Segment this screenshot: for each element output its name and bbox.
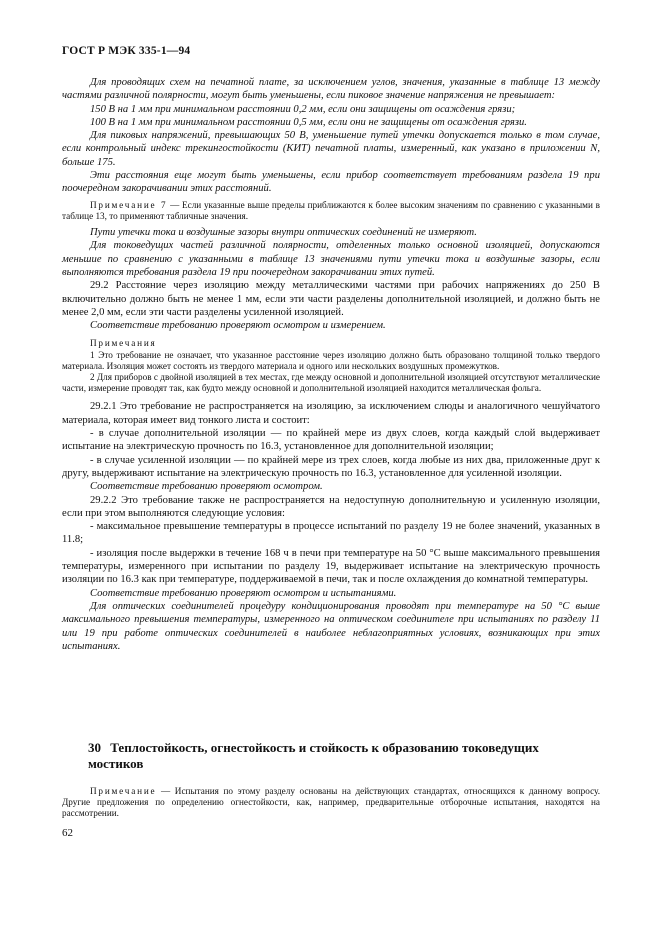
paragraph: - изоляция после выдержки в течение 168 ч в печи при температуре на 50 °С выше максимального превышения температуры, измеренного при испытании по разделу 19, выдерживает испытание на электрическую прочность изоляции по 16.3 как при температуре, поддерживаемой в печи, так и после охлаждения до комнатной температуры.: [62, 547, 600, 586]
section-number: 30: [88, 740, 101, 755]
note-item: 1 Это требование не означает, что указанное расстояние через изоляцию должно быть образовано толщиной только твердого материала. Изоляция может состоять из твердого материала и одного или нескольких воздушных промежутков.: [62, 349, 600, 371]
paragraph: Для оптических соединителей процедуру кондиционирования проводят при температуре на 50 °С выше максимального превышения температуры, измеренного на оптическом соединителе при испытаниях по разделу 11 или 19 при работе оптических соединителей в наиболее неблагоприятных условиях, возникающих при этих испытаниях.: [62, 600, 600, 652]
paragraph: Для токоведущих частей различной полярности, отделенных только основной изоляцией, допускаются меньшие по сравнению с указанными в таблице 13 значениями пути утечки тока и воздушные зазоры, если выполняются требования раздела 19 при поочередном закорачивании этих путей.: [62, 240, 600, 278]
section-note: [62, 786, 600, 820]
paragraph: - в случае дополнительной изоляции — по крайней мере из двух слоев, когда каждый слой выдерживает испытание на электрическую прочность по 16.3, установленное для дополнительной изоляции;: [62, 428, 600, 453]
paragraph: Для пиковых напряжений, превышающих 50 В, уменьшение путей утечки допускается только в том случае, если контрольный индекс трекингостойкости (КИТ) печатной платы, измеренный, как указано в приложении N, больше 175.: [62, 130, 600, 168]
paragraph: 29.2 Расстояние через изоляцию между металлическими частями при рабочих напряжениях до 250 В включительно должно быть не менее 1 мм, если эти части разделены дополнительной изоляцией, и должно быть не менее 2,0 мм, если эти части разделены усиленной изоляцией.: [62, 280, 600, 318]
note-label: Примечание: [90, 786, 157, 796]
paragraph: Соответствие требованию проверяют осмотром и измерением.: [90, 320, 386, 332]
paragraph: Эти расстояния еще могут быть уменьшены, если прибор соответствует требованиям раздела 19 при поочередном закорачивании этих расстояний.: [62, 170, 600, 195]
note-item: 2 Для приборов с двойной изоляцией в тех местах, где между основной и дополнительной изоляцией отсутствуют металлические части, измерение проводят так, как будто между основной и дополнительной изоляцией находится металлическая фольга.: [62, 372, 600, 394]
paragraph: - максимальное превышение температуры в процессе испытаний по разделу 19 не более значений, указанных в 11.8;: [62, 521, 600, 546]
note-label: Примечание 7: [90, 199, 168, 210]
paragraph: 150 В на 1 мм при минимальном расстоянии 0,2 мм, если они защищены от осаждения грязи;: [90, 103, 516, 115]
paragraph: - в случае усиленной изоляции — по крайней мере из трех слоев, когда любые из них два, приложенные друг к другу, выдерживают испытание на электрическую прочность по 16.3, установленное для усиленной изоляции.: [62, 454, 600, 479]
note-text: — Если указанные выше пределы приближаются к более высоким значениям по сравнению с указанными в таблице 13, то применяют табличные значения.: [62, 199, 600, 221]
note-7: [62, 200, 600, 222]
paragraph: Для проводящих схем на печатной плате, за исключением углов, значения, указанные в таблице 13 между частями различной полярности, могут быть уменьшены, если пиковое значение напряжения не превышает:: [62, 77, 600, 102]
section-note-block: [62, 786, 600, 820]
paragraph: 29.2.1 Это требование не распространяется на изоляцию, за исключением слюды и аналогичного чешуйчатого материала, которая имеет вид тонкого листа и состоит:: [62, 401, 600, 426]
paragraph: Пути утечки тока и воздушные зазоры внутри оптических соединений не измеряют.: [90, 227, 477, 239]
paragraph: Соответствие требованию проверяют осмотром.: [90, 481, 323, 493]
note-text: — Испытания по этому разделу основаны на действующих стандартах, относящихся к данному вопросу. Другие предложения по определению огнестойкости, как, например, предварительные отборочные испытания, находятся на рассмотрении.: [62, 786, 600, 819]
section-heading: [88, 740, 588, 772]
document-header: ГОСТ Р МЭК 335-1—94: [62, 45, 191, 57]
notes-heading: Примечания: [90, 338, 157, 349]
body-text: [62, 76, 600, 653]
paragraph: 100 В на 1 мм при минимальном расстоянии 0,5 мм, если они не защищены от осаждения грязи.: [90, 116, 527, 128]
paragraph: Соответствие требованию проверяют осмотром и испытаниями.: [90, 587, 397, 599]
section-title: Теплостойкость, огнестойкость и стойкость к образованию токоведущих мостиков: [88, 740, 539, 771]
paragraph: 29.2.2 Это требование также не распространяется на недоступную дополнительную и усиленную изоляции, если при этом выполняются следующие условия:: [62, 494, 600, 519]
page-number: 62: [62, 827, 73, 839]
